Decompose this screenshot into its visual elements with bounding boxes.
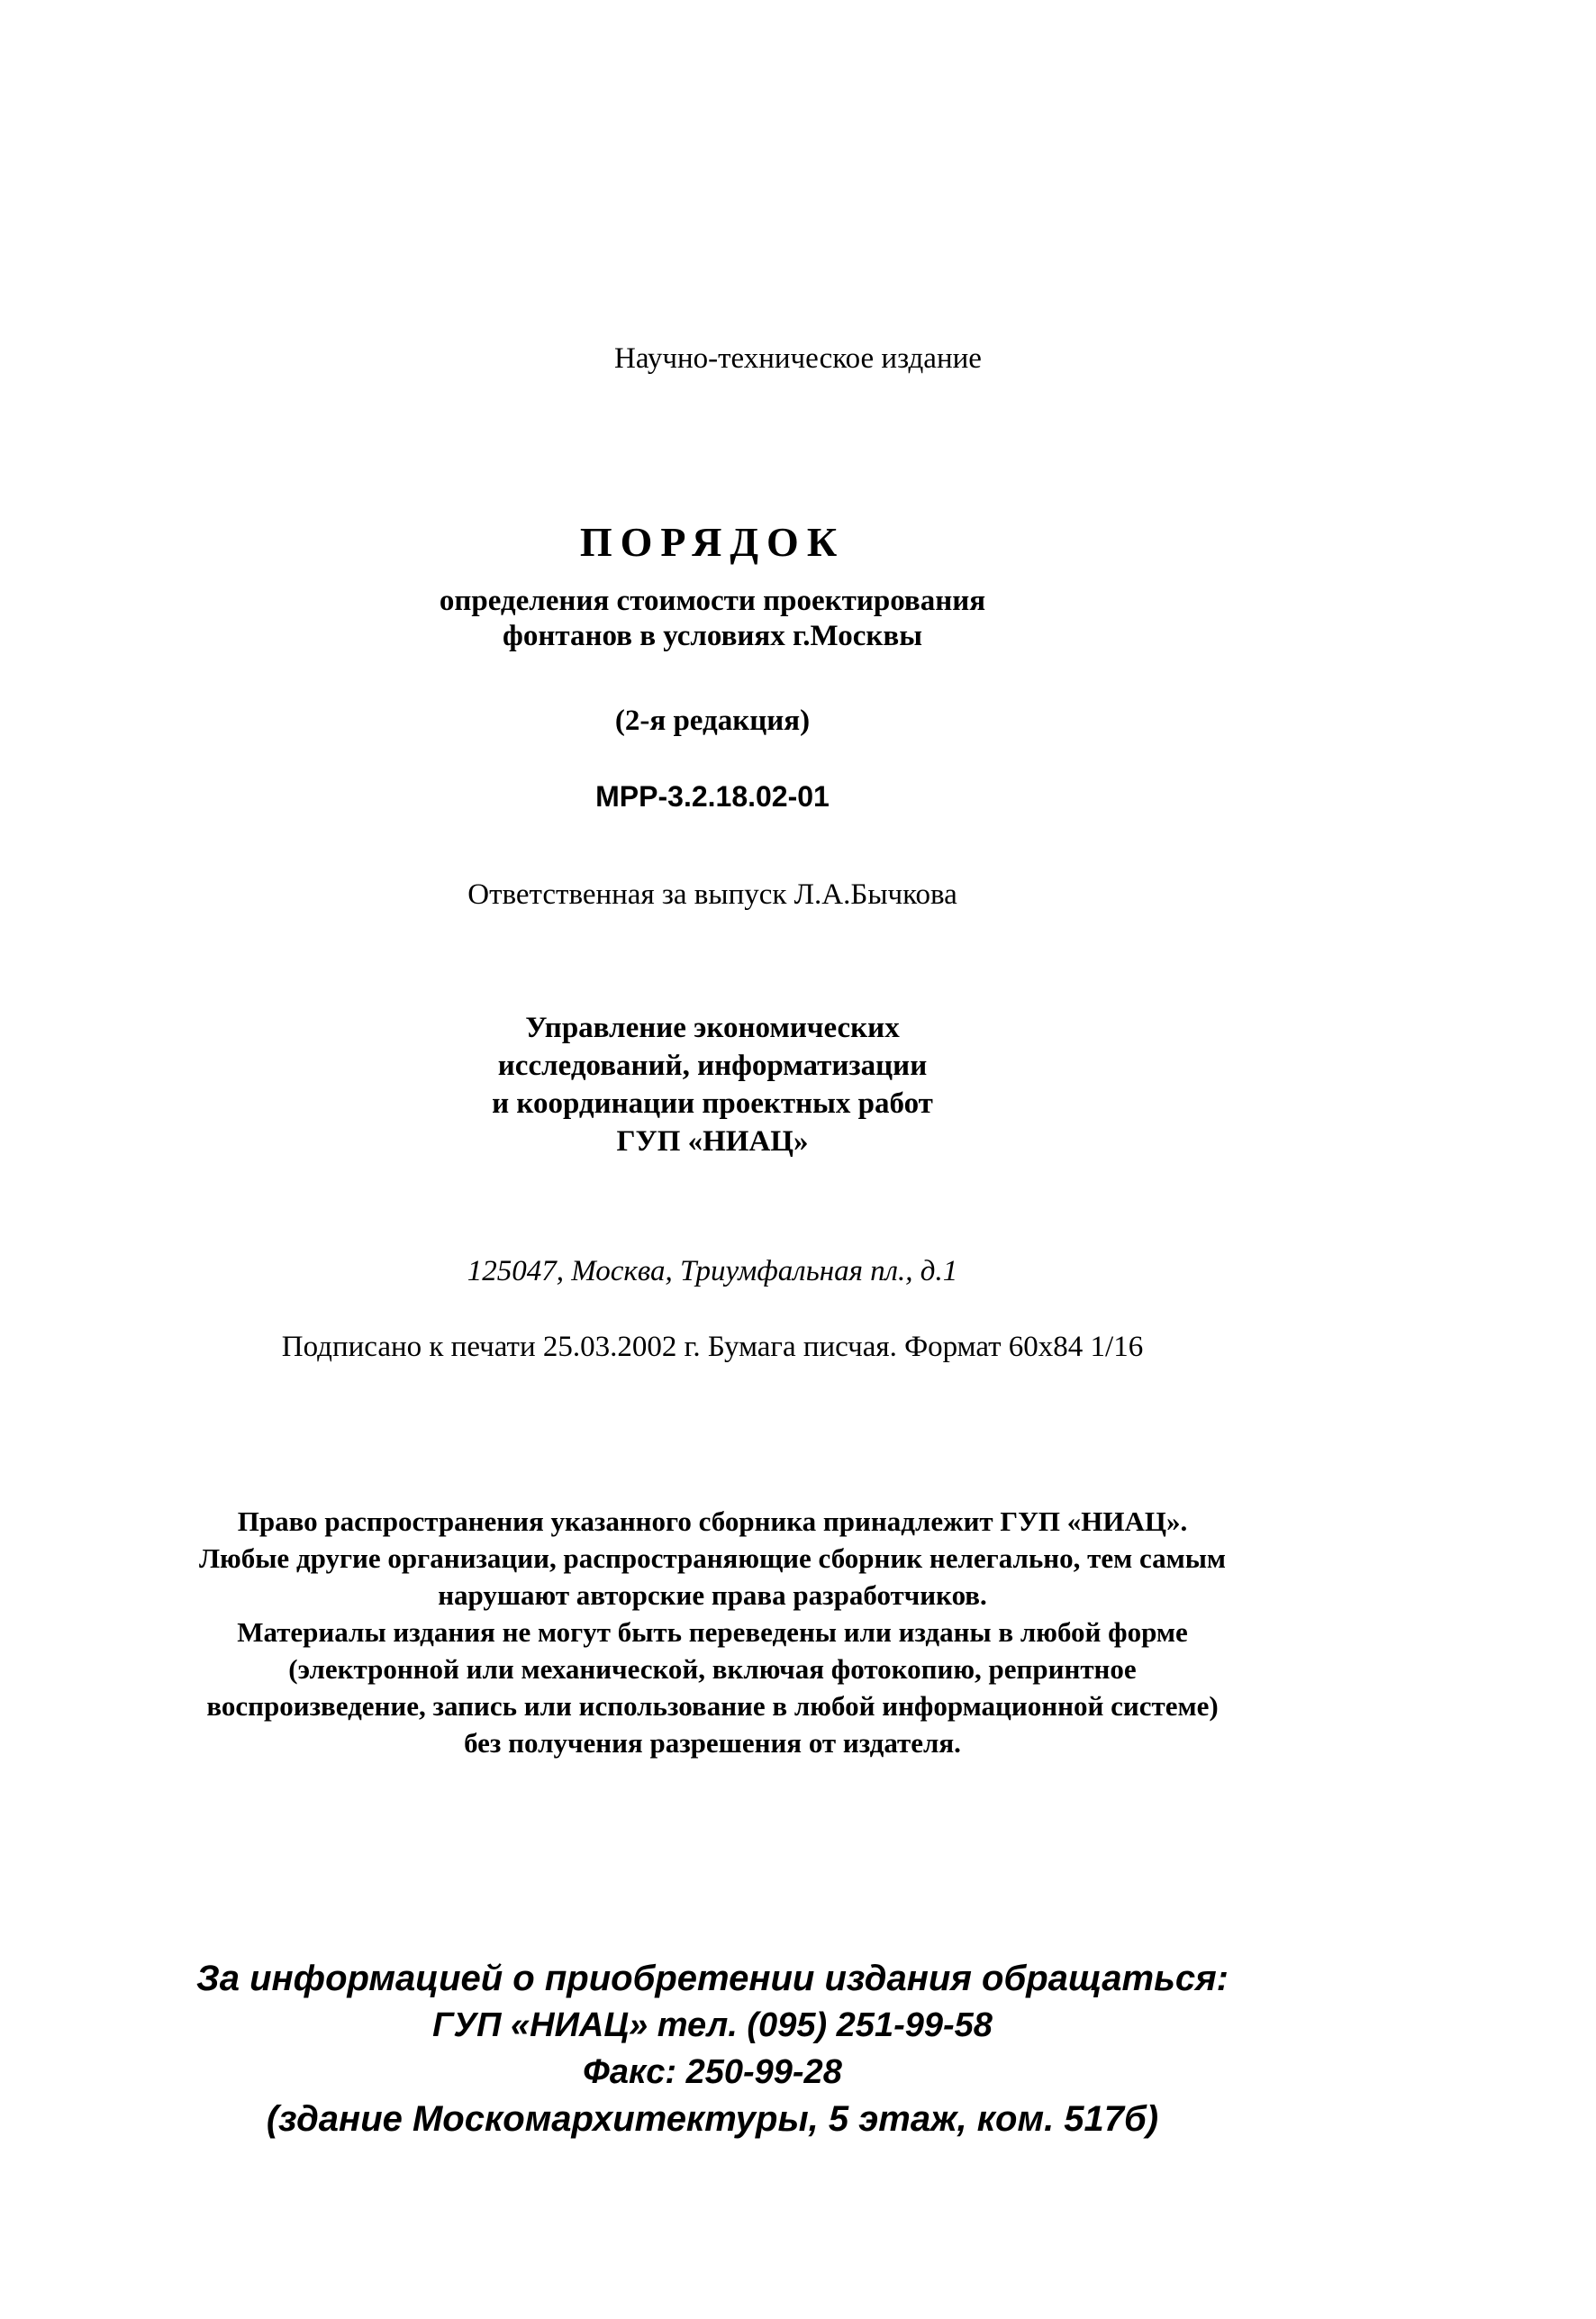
contact-line: (здание Москомархитектуры, 5 этаж, ком. 517б) (266, 2099, 1159, 2139)
copyright-line: Любые другие организации, распространяющие сборник нелегально, тем самым (198, 1542, 1227, 1574)
subtitle-line: фонтанов в условиях г.Москвы (502, 620, 923, 652)
copyright-line: нарушают авторские права разработчиков. (438, 1579, 987, 1611)
copyright-line: Материалы издания не могут быть переведены или изданы в любой форме (237, 1616, 1188, 1648)
print-info: Подписано к печати 25.03.2002 г. Бумага писчая. Формат 60x84 1/16 (281, 1331, 1144, 1363)
department-block (0, 1009, 1425, 1160)
document-title: ПОРЯДОК (579, 519, 846, 565)
department-line: исследований, информатизации (497, 1050, 928, 1082)
contact-info (0, 1955, 1425, 2142)
contact-line: ГУП «НИАЦ» тел. (095) 251-99-58 (432, 2006, 993, 2044)
copyright-line: Право распространения указанного сборника принадлежит ГУП «НИАЦ». (237, 1505, 1188, 1537)
copyright-line: без получения разрешения от издателя. (464, 1727, 961, 1759)
contact-line: Факс: 250-99-28 (583, 2053, 842, 2091)
responsible-person: Ответственная за выпуск Л.А.Бычкова (467, 878, 957, 911)
edition-note: (2-я редакция) (614, 705, 811, 737)
subtitle-line: определения стоимости проектирования (439, 585, 986, 617)
copyright-line: воспроизведение, запись или использование в любой информационной системе) (206, 1690, 1219, 1722)
document-subtitle (0, 584, 1425, 654)
contact-line: За информацией о приобретении издания обращаться: (196, 1959, 1229, 1998)
copyright-line: (электронной или механической, включая фотокопию, репринтное (288, 1653, 1137, 1685)
publisher-address: 125047, Москва, Триумфальная пл., д.1 (467, 1255, 958, 1287)
department-line: и координации проектных работ (492, 1087, 933, 1120)
document-code: МРР-3.2.18.02-01 (595, 780, 830, 813)
department-line: ГУП «НИАЦ» (616, 1125, 809, 1158)
copyright-notice (0, 1503, 1425, 1761)
department-line: Управление экономических (525, 1012, 900, 1044)
edition-type: Научно-техническое издание (614, 342, 982, 375)
